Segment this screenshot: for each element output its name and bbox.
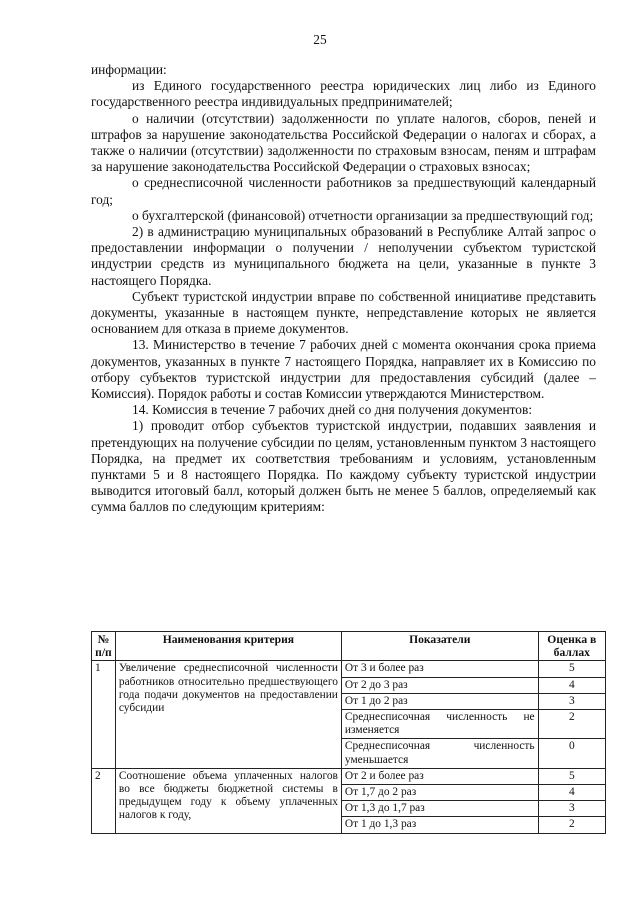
indicator: От 3 и более раз bbox=[341, 661, 538, 677]
paragraph: 13. Министерство в течение 7 рабочих дней с момента окончания срока приема документов, указанных в пункте 7 настоящего Порядка, направляет их в Комиссию по отбору субъектов туристской индустрии для предоставления субсидий (далее – Комиссия). Порядок работы и состав Комиссии утверждаются Министерством. bbox=[91, 337, 596, 402]
table-row bbox=[92, 661, 606, 677]
paragraph: информации: bbox=[91, 62, 167, 77]
indicator: Среднесписочная численность уменьшается bbox=[341, 739, 538, 768]
page-number: 25 bbox=[313, 32, 327, 47]
score: 5 bbox=[538, 768, 605, 784]
score: 3 bbox=[538, 693, 605, 709]
paragraph: из Единого государственного реестра юридических лиц либо из Единого государственного реестра индивидуальных предпринимателей; bbox=[91, 78, 596, 110]
indicator: От 1,7 до 2 раз bbox=[341, 785, 538, 801]
criteria-table-wrapper bbox=[91, 631, 606, 834]
header-criterion: Наименования критерия bbox=[115, 632, 341, 661]
indicator: От 1,3 до 1,7 раз bbox=[341, 801, 538, 817]
body-text bbox=[91, 62, 596, 516]
paragraph: Субъект туристской индустрии вправе по собственной инициативе представить документы, указанные в настоящем пункте, непредставление которых не является основанием для отказа в приеме документов. bbox=[91, 288, 596, 337]
row-number: 2 bbox=[92, 768, 116, 833]
score: 0 bbox=[538, 739, 605, 768]
criterion-name: Увеличение среднесписочной численности работников относительно предшествующего года подачи документов на предоставлении субсидии bbox=[115, 661, 341, 768]
table-row bbox=[92, 768, 606, 784]
score: 5 bbox=[538, 661, 605, 677]
indicator: От 2 до 3 раз bbox=[341, 677, 538, 693]
paragraph: 14. Комиссия в течение 7 рабочих дней со дня получения документов: bbox=[132, 402, 533, 418]
score: 4 bbox=[538, 677, 605, 693]
paragraph: о бухгалтерской (финансовой) отчетности организации за предшествующий год; bbox=[132, 207, 594, 223]
score: 2 bbox=[538, 710, 605, 739]
indicator: От 1 до 1,3 раз bbox=[341, 817, 538, 833]
paragraph: о наличии (отсутствии) задолженности по уплате налогов, сборов, пеней и штрафов за нарушение законодательства Российской Федерации о налогах и сборах, а также о наличии (отсутствии) задолженности по страховым взносам, пеням и штрафам за нарушение законодательства Российской Федерации о страховых взносах; bbox=[91, 110, 596, 175]
criterion-name: Соотношение объема уплаченных налогов во все бюджеты бюджетной системы в предыдущем году к объему уплаченных налогов к году, bbox=[115, 768, 341, 833]
header-indicators: Показатели bbox=[341, 632, 538, 661]
table-header-row bbox=[92, 632, 606, 661]
score: 4 bbox=[538, 785, 605, 801]
criteria-table bbox=[91, 631, 606, 834]
score: 3 bbox=[538, 801, 605, 817]
row-number: 1 bbox=[92, 661, 116, 768]
header-score: Оценка в баллах bbox=[538, 632, 605, 661]
paragraph: 1) проводит отбор субъектов туристской индустрии, подавших заявления и претендующих на получение субсидии по целям, установленным пунктом 3 настоящего Порядка, на предмет их соответствия требованиям и условиям, установленным пунктами 5 и 8 настоящего Порядка. По каждому субъекту туристской индустрии выводится итоговый балл, который должен быть не менее 5 баллов, определяемый как сумма баллов по следующим критериям: bbox=[91, 418, 596, 515]
indicator: Среднесписочная численность не изменяется bbox=[341, 710, 538, 739]
score: 2 bbox=[538, 817, 605, 833]
indicator: От 2 и более раз bbox=[341, 768, 538, 784]
paragraph: 2) в администрацию муниципальных образований в Республике Алтай запрос о предоставлении информации о получении / неполучении субъектом туристской индустрии средств из муниципального бюджета на цели, указанные в пункте 3 настоящего Порядка. bbox=[91, 224, 596, 288]
header-num: № п/п bbox=[92, 632, 116, 661]
indicator: От 1 до 2 раз bbox=[341, 693, 538, 709]
paragraph: о среднесписочной численности работников за предшествующий календарный год; bbox=[91, 175, 596, 207]
